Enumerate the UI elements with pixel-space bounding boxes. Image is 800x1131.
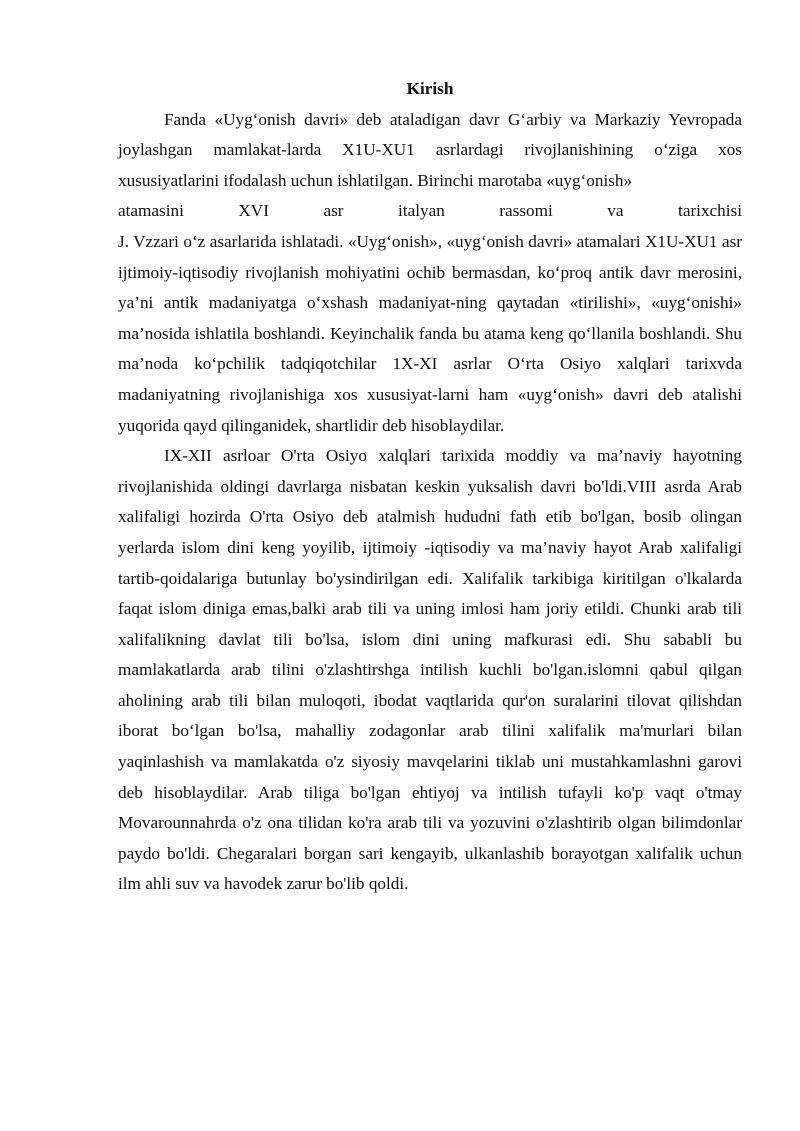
paragraph-1 [118, 105, 742, 442]
paragraph-1-rest: J. Vzzari o‘z asarlarida ishlatadi. «Uyg‘onish», «uyg‘onish davri» atamalari X1U-XU1 asr ijtimoiy-iqtisodiy rivojlanish mohiyatini ochib bermasdan, ko‘proq antik davr merosini, ya’ni antik madaniyatga o‘xshash madaniyat-ning qaytadan «tirilishi», «uyg‘onishi» ma’nosida ishlatila boshlandi. Keyinchalik fanda bu atama keng qo‘llanila boshlandi. Shu ma’noda ko‘pchilik tadqiqotchilar 1X-XI asrlar O‘rta Osiyo xalqlari tarixvda madaniyatning rivojlanishiga xos xususiyat-larni ham «uyg‘onish» davri deb atalishi yuqorida qayd qilinganidek, shartlidir deb hisoblaydilar. [118, 231, 742, 435]
paragraph-1-lines: Fanda «Uyg‘onish davri» deb ataladigan davr G‘arbiy va Markaziy Yevropada joylashgan mamlakat-larda X1U-XU1 asrlardagi rivojlanishining o‘ziga xos xususiyatlarini ifodalash uchun ishlatilgan. Birinchi marotaba «uyg‘onish» [118, 109, 742, 190]
paragraph-1-spread-line: atamasini XVI asr italyan rassomi va tarixchisi [118, 201, 742, 221]
paragraph-2: IX-XII asrloar O'rta Osiyo xalqlari tarixida moddiy va ma’naviy hayotning rivojlanishida oldingi davrlarga nisbatan keskin yuksalish davri bo'ldi.VIII asrda Arab xalifaligi hozirda O'rta Osiyo deb atalmish hududni fath etib bo'lgan, bosib olingan yerlarda islom dini keng yoyilib, ijtimoiy -iqtisodiy va ma’naviy hayot Arab xalifaligi tartib-qoidalariga butunlay bo'ysindirilgan edi. Xalifalik tarkibiga kiritilgan o'lkalarda faqat islom diniga emas,balki arab tili va uning imlosi ham joriy etildi. Chunki arab tili xalifalikning davlat tili bo'lsa, islom dini uning mafkurasi edi. Shu sababli bu mamlakatlarda arab tilini o'zlashtirshga intilish kuchli bo'lgan.islomni qabul qilgan aholining arab tili bilan muloqoti, ibodat vaqtlarida qur'on suralarini tilovat qilishdan iborat bo‘lgan bo'lsa, mahalliy zodagonlar arab tilini xalifalik ma'murlari bilan yaqinlashish va mamlakatda o'z siyosiy mavqelarini tiklab uni mustahkamlashni garovi deb hisoblaydilar. Arab tiliga bo'lgan ehtiyoj va intilish tufayli ko'p vaqt o'tmay Movarounnahrda o'z ona tilidan ko'ra arab tili va yozuvini o'zlashtirib olgan bilimdonlar paydo bo'ldi. Chegaralari borgan sari kengayib, ulkanlashib borayotgan xalifalik uchun ilm ahli suv va havodek zarur bo'lib qoldi. [118, 446, 742, 894]
document-title: Kirish [406, 79, 454, 98]
document-page [118, 74, 742, 900]
